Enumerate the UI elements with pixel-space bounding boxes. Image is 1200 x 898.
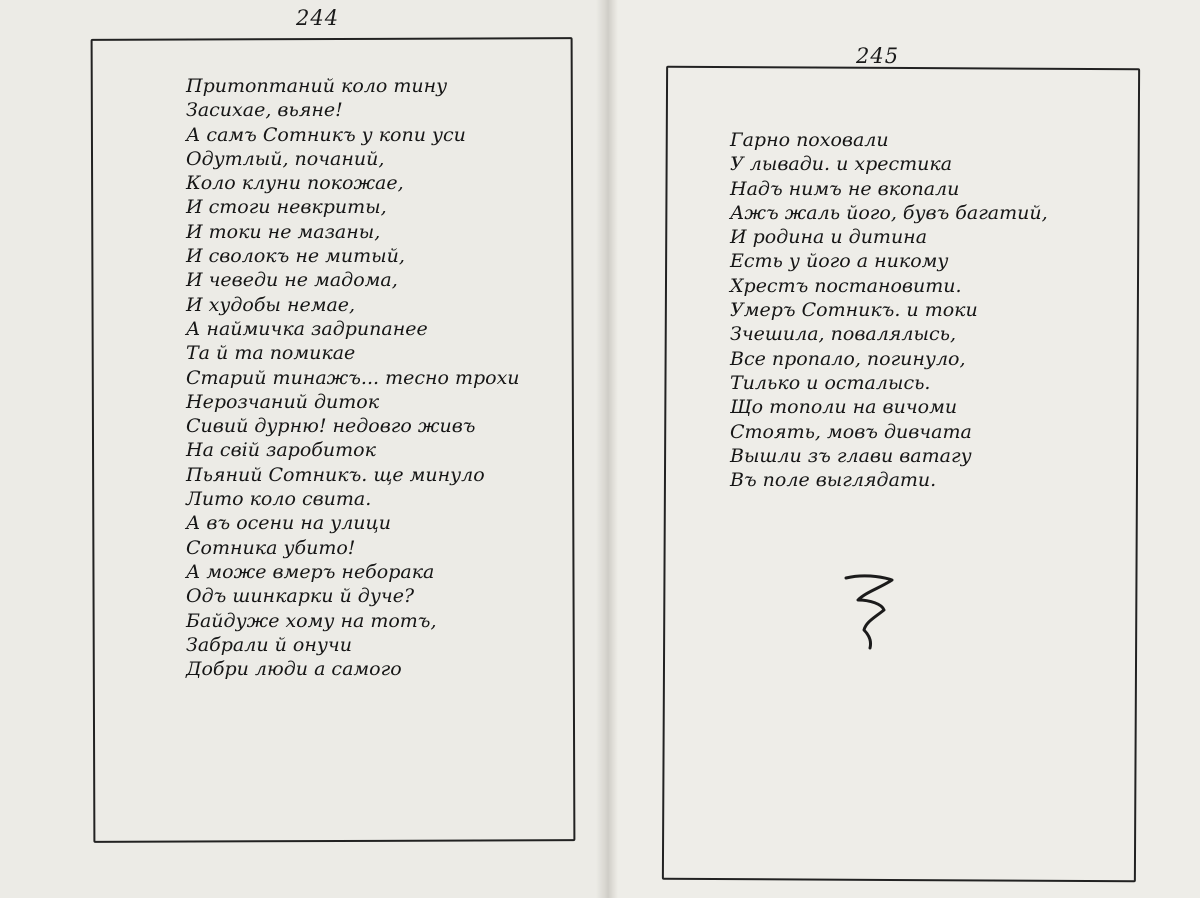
text-line: А може вмеръ неборака xyxy=(186,560,435,583)
text-line: Добри люди а самого xyxy=(186,658,402,681)
text-line: Хрестъ постановити. xyxy=(730,274,962,297)
text-line: А самъ Сотникъ у копи уси xyxy=(186,123,466,146)
text-line: Сивий дурню! недовго живъ xyxy=(186,415,476,438)
text-line: Притоптаний коло тину xyxy=(186,75,448,97)
text-line: Сотника убито! xyxy=(186,536,356,559)
text-line: Вышли зъ глави ватагу xyxy=(730,444,972,467)
text-line: Коло клуни покожае, xyxy=(186,172,404,195)
text-line: И родина и дитина xyxy=(730,226,928,249)
text-line: Забрали й онучи xyxy=(186,633,352,656)
text-line: Зчешила, повалялысь, xyxy=(730,323,956,346)
right-page-number: 245 xyxy=(856,44,900,68)
text-line: Старий тинажъ... тесно трохи xyxy=(186,366,520,389)
text-line: Надъ нимъ не вкопали xyxy=(730,177,960,200)
text-line: Есть у його а никому xyxy=(730,250,949,273)
text-line: И стоги невкриты, xyxy=(186,196,387,219)
text-line: Пьяний Сотникъ. ще минуло xyxy=(186,463,485,486)
text-line: Що тополи на вичоми xyxy=(730,396,958,419)
text-line: А наймичка задрипанее xyxy=(186,317,428,340)
text-line: Въ поле выглядати. xyxy=(730,469,937,492)
left-page-number: 244 xyxy=(296,6,340,30)
text-line: И худобы немае, xyxy=(186,293,356,316)
text-line: А въ осени на улици xyxy=(186,512,392,535)
text-line: Та й та помикае xyxy=(186,342,356,365)
right-poem-text xyxy=(730,128,1048,492)
text-line: На свій заробиток xyxy=(186,439,376,462)
text-line: Умеръ Сотникъ. и токи xyxy=(730,299,978,322)
text-line: У лывади. и хрестика xyxy=(730,153,953,176)
text-line: Стоять, мовъ дивчата xyxy=(730,420,972,443)
text-line: Ажъ жаль його, бувъ багатий, xyxy=(730,201,1048,224)
text-line: Все пропало, погинуло, xyxy=(730,347,966,370)
text-line: Лито коло свита. xyxy=(186,488,372,511)
text-line: Гарно поховали xyxy=(730,129,889,151)
text-line: Засихае, вьяне! xyxy=(186,99,343,122)
text-line: Нерозчаний диток xyxy=(186,390,380,413)
text-line: И чеведи не мадома, xyxy=(186,269,398,292)
text-line: Одутлый, почаний, xyxy=(186,147,385,170)
text-line: Одъ шинкарки й дуче? xyxy=(186,585,415,608)
text-line: Байдуже хому на тотъ, xyxy=(186,609,437,632)
text-line: И сволокъ не митый, xyxy=(186,245,405,268)
text-line: И токи не мазаны, xyxy=(186,220,381,243)
text-line: Тилько и осталысь. xyxy=(730,371,931,394)
left-poem-text xyxy=(186,74,520,681)
book-gutter xyxy=(596,0,618,898)
end-flourish-icon xyxy=(840,570,900,650)
